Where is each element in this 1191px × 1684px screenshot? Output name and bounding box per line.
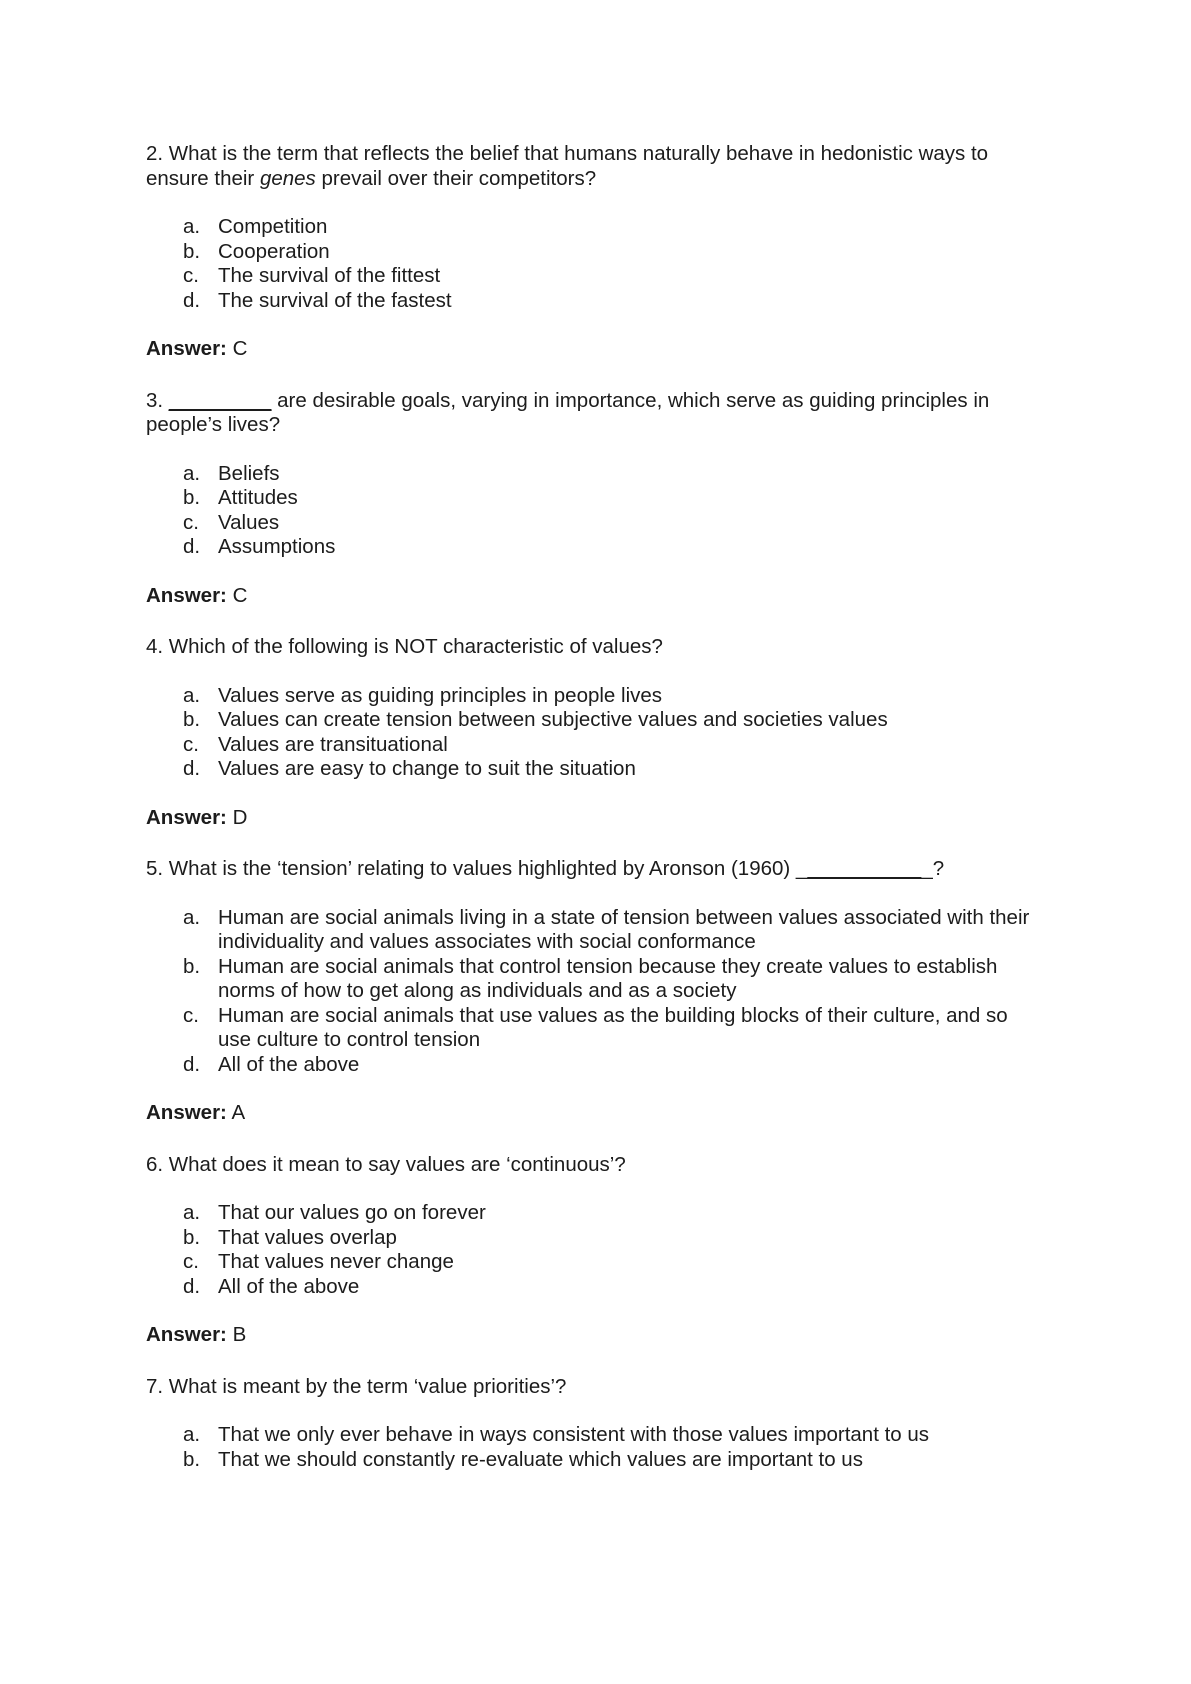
option-item xyxy=(183,955,1046,1004)
answer-line xyxy=(146,1101,1046,1126)
option-item xyxy=(183,289,1046,314)
option-text: The survival of the fittest xyxy=(218,264,441,287)
option-letter: a. xyxy=(183,1423,201,1446)
option-item xyxy=(183,733,1046,758)
option-letter: a. xyxy=(183,215,201,238)
option-item xyxy=(183,535,1046,560)
options-list xyxy=(146,462,1046,560)
question-text-part: 3. xyxy=(146,388,169,412)
question-text-part: prevail over their competitors? xyxy=(315,166,597,190)
option-letter: b. xyxy=(183,486,201,509)
question-2 xyxy=(146,142,1046,191)
question-3 xyxy=(146,389,1046,438)
option-letter: a. xyxy=(183,461,201,485)
emphasized-word: genes xyxy=(259,166,316,190)
option-text: All of the above xyxy=(218,1052,360,1076)
question-text: 7. What is meant by the term ‘value priorities’? xyxy=(146,1374,567,1398)
option-text: Human are social animals living in a state of tension between values associated with their individuality and values associates with social conformance xyxy=(218,905,1030,953)
answer-value: C xyxy=(232,583,248,607)
option-letter: a. xyxy=(183,905,201,929)
option-letter: b. xyxy=(183,708,201,731)
option-item xyxy=(183,906,1046,955)
option-letter: d. xyxy=(183,535,201,558)
option-item xyxy=(183,1201,1046,1226)
options-list xyxy=(146,1423,1046,1472)
fill-in-blank: __________ xyxy=(807,857,922,880)
option-item xyxy=(183,1004,1046,1053)
option-text: That values never change xyxy=(218,1250,454,1273)
option-item xyxy=(183,1448,1046,1473)
option-text: That values overlap xyxy=(218,1225,397,1249)
option-item xyxy=(183,511,1046,536)
answer-line xyxy=(146,1323,1046,1348)
option-item xyxy=(183,240,1046,265)
option-item xyxy=(183,708,1046,733)
answer-line xyxy=(146,337,1046,362)
options-list xyxy=(146,684,1046,782)
option-text: Human are social animals that use values as the building blocks of their culture, and so use culture to control tension xyxy=(218,1003,1008,1051)
option-letter: a. xyxy=(183,1201,201,1224)
option-letter: c. xyxy=(183,1250,199,1273)
option-text: That our values go on forever xyxy=(218,1201,486,1224)
question-text-part: are desirable goals, varying in importance, which serve as guiding principles in people’s lives? xyxy=(146,388,990,436)
option-text: Values xyxy=(218,510,280,534)
option-letter: d. xyxy=(183,1052,201,1076)
option-letter: b. xyxy=(183,1225,201,1249)
option-text: That we only ever behave in ways consistent with those values important to us xyxy=(218,1423,930,1446)
answer-line xyxy=(146,584,1046,609)
answer-label: Answer: xyxy=(146,1101,227,1124)
option-item xyxy=(183,1226,1046,1251)
option-text: All of the above xyxy=(218,1274,360,1298)
answer-label: Answer: xyxy=(146,583,227,607)
option-letter: c. xyxy=(183,1003,199,1027)
answer-value: D xyxy=(232,805,248,829)
option-letter: b. xyxy=(183,1447,201,1471)
options-list xyxy=(146,906,1046,1078)
document-page xyxy=(146,142,1046,1496)
option-letter: d. xyxy=(183,288,201,312)
option-item xyxy=(183,462,1046,487)
option-item xyxy=(183,684,1046,709)
option-text: Attitudes xyxy=(218,486,298,509)
option-item xyxy=(183,486,1046,511)
fill-in-blank: _________ xyxy=(168,388,272,412)
question-6 xyxy=(146,1153,1046,1178)
option-letter: c. xyxy=(183,264,199,287)
question-text xyxy=(146,389,1046,438)
answer-line xyxy=(146,806,1046,831)
option-item xyxy=(183,215,1046,240)
option-letter: b. xyxy=(183,954,201,978)
answer-value: C xyxy=(232,337,248,360)
option-text: Values are easy to change to suit the situation xyxy=(218,757,636,780)
question-text-part: _? xyxy=(921,857,945,880)
option-item xyxy=(183,1275,1046,1300)
option-text: Values are transituational xyxy=(218,732,448,756)
answer-value: B xyxy=(232,1323,247,1346)
option-letter: a. xyxy=(183,683,201,707)
answer-value: A xyxy=(231,1101,246,1124)
option-item xyxy=(183,1053,1046,1078)
question-text xyxy=(146,142,1046,191)
option-letter: d. xyxy=(183,1274,201,1298)
option-text: That we should constantly re-evaluate which values are important to us xyxy=(218,1447,863,1471)
option-text: Human are social animals that control tension because they create values to establish norms of how to get along as individuals and as a society xyxy=(218,954,998,1002)
option-item xyxy=(183,1250,1046,1275)
option-item xyxy=(183,1423,1046,1448)
option-text: Cooperation xyxy=(218,239,330,263)
option-text: Values serve as guiding principles in people lives xyxy=(218,683,663,707)
option-item xyxy=(183,264,1046,289)
option-letter: d. xyxy=(183,757,201,780)
option-text: Competition xyxy=(218,215,328,238)
option-item xyxy=(183,757,1046,782)
options-list xyxy=(146,1201,1046,1299)
answer-label: Answer: xyxy=(146,337,227,360)
option-text: Values can create tension between subjective values and societies values xyxy=(218,708,888,731)
question-text-part: 2. What is the term that reflects the belief that humans naturally behave in hedonistic ways to ensure their xyxy=(146,142,989,190)
option-text: The survival of the fastest xyxy=(218,288,452,312)
question-text xyxy=(146,857,1046,882)
option-text: Beliefs xyxy=(218,461,280,485)
question-text: 6. What does it mean to say values are ‘continuous’? xyxy=(146,1152,626,1176)
option-letter: c. xyxy=(183,510,199,534)
answer-label: Answer: xyxy=(146,805,227,829)
question-7 xyxy=(146,1375,1046,1400)
answer-label: Answer: xyxy=(146,1323,227,1346)
options-list xyxy=(146,215,1046,313)
option-text: Assumptions xyxy=(218,535,336,558)
question-5 xyxy=(146,857,1046,882)
question-text-part: 5. What is the ‘tension’ relating to values highlighted by Aronson (1960) _ xyxy=(146,857,808,880)
option-letter: b. xyxy=(183,239,201,263)
option-letter: c. xyxy=(183,732,199,756)
question-4 xyxy=(146,635,1046,660)
question-text: 4. Which of the following is NOT characteristic of values? xyxy=(146,635,663,658)
